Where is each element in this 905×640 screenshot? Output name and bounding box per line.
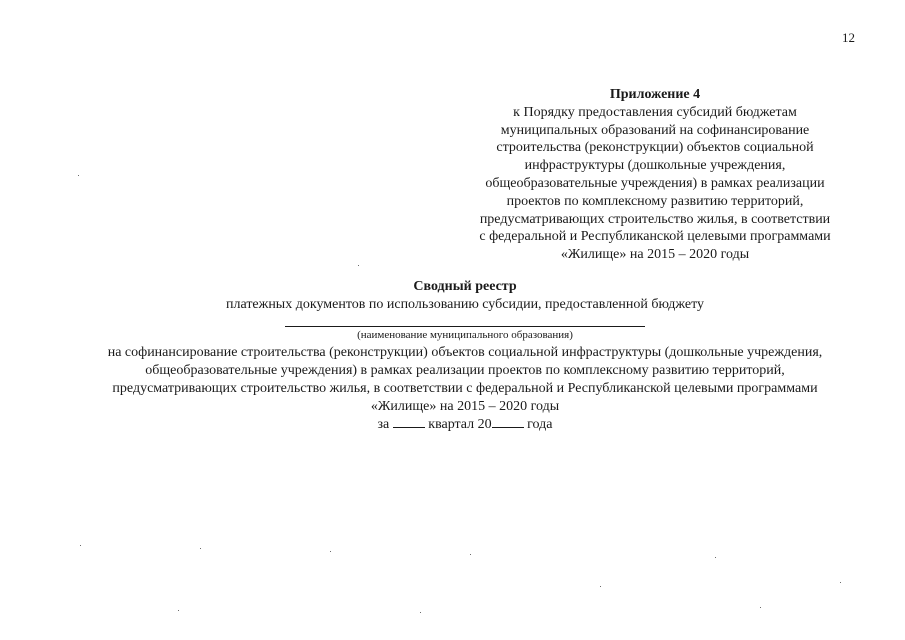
- reporting-period: [50, 416, 880, 434]
- scan-speck: [420, 612, 421, 613]
- municipality-caption: (наименование муниципального образования): [357, 329, 573, 341]
- appendix-line: «Жилище» на 2015 – 2020 годы: [560, 247, 750, 263]
- period-prefix: за: [377, 417, 390, 432]
- scan-speck: [358, 265, 359, 266]
- appendix-line: предусматривающих строительство жилья, в соответствии: [479, 211, 831, 227]
- registry-title: Сводный реестр: [413, 279, 517, 294]
- page-number: 12: [842, 30, 855, 45]
- appendix-line: проектов по комплексному развитию территорий,: [506, 193, 804, 209]
- scan-speck: [470, 554, 471, 555]
- registry-block: [50, 278, 880, 434]
- registry-subtitle: платежных документов по использованию субсидии, предоставленной бюджету: [225, 297, 705, 312]
- scan-speck: [760, 607, 761, 608]
- year-blank: [492, 416, 524, 428]
- scan-speck: [600, 586, 601, 587]
- quarter-label: квартал 20: [428, 417, 492, 432]
- appendix-line: строительства (реконструкции) объектов социальной: [496, 140, 814, 156]
- scan-speck: [200, 548, 201, 549]
- scan-speck: [78, 175, 79, 176]
- period-suffix: года: [527, 417, 553, 432]
- scan-speck: [715, 557, 716, 558]
- scan-speck: [840, 582, 841, 583]
- appendix-title: Приложение 4: [609, 87, 701, 102]
- registry-purpose: на софинансирование строительства (реконструкции) объектов социальной инфраструктуры (дошкольные учреждения, общеобразовательные учреждения) в рамках реализации проектов по комплексному развитию территорий, предусматривающих строительство жилья, в соответствии с федеральной и Республиканской целевыми программами «Жилище» на 2015 – 2020 годы: [107, 345, 823, 414]
- appendix-line: с федеральной и Республиканской целевыми программами: [479, 229, 831, 245]
- scan-speck: [80, 545, 81, 546]
- scan-speck: [330, 551, 331, 552]
- quarter-blank: [393, 416, 425, 428]
- scan-speck: [178, 610, 179, 611]
- appendix-line: инфраструктуры (дошкольные учреждения,: [524, 158, 786, 174]
- appendix-block: [455, 86, 855, 264]
- municipality-blank-line: [285, 326, 645, 327]
- appendix-line: к Порядку предоставления субсидий бюджетам: [513, 104, 797, 120]
- appendix-line: муниципальных образований на софинансирование: [500, 122, 810, 138]
- appendix-line: общеобразовательные учреждения) в рамках реализации: [485, 175, 825, 191]
